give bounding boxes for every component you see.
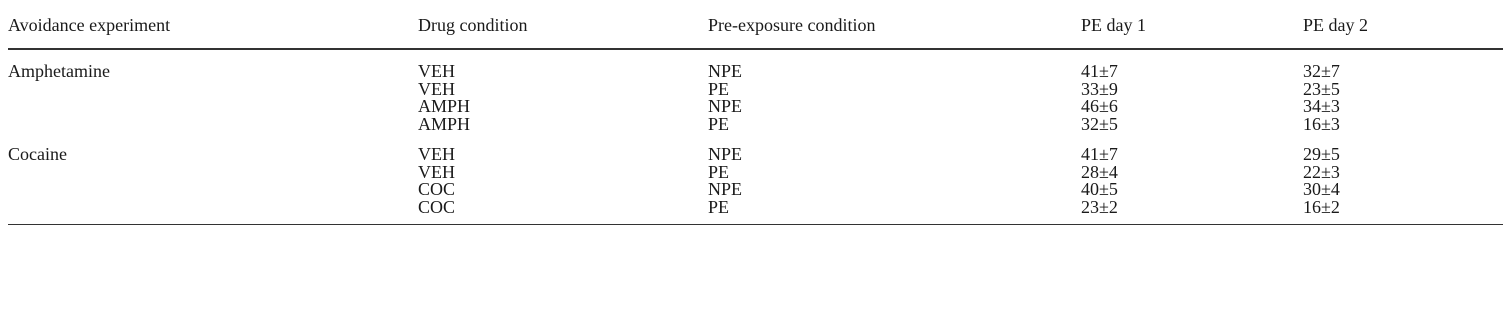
preexposure-cell: PE — [708, 113, 730, 134]
pe-day2-cell: 29±5 — [1303, 144, 1340, 164]
drug-cell: COC — [418, 196, 456, 217]
experiment-cell: Cocaine — [8, 144, 67, 164]
table-body — [8, 49, 1503, 224]
data-table-container — [8, 14, 1503, 225]
table-row — [8, 116, 1503, 134]
table-row — [8, 98, 1503, 116]
preexposure-cell: NPE — [708, 179, 743, 199]
table-row — [8, 81, 1503, 99]
drug-cell: COC — [418, 179, 456, 199]
preexposure-cell: NPE — [708, 96, 743, 116]
pe-day1-cell: 41±7 — [1081, 61, 1118, 81]
header-avoidance-experiment: Avoidance experiment — [8, 14, 418, 49]
preexposure-cell: NPE — [708, 61, 743, 81]
drug-cell: VEH — [418, 61, 455, 81]
table-bottom-rule — [8, 224, 1503, 225]
preexposure-cell: PE — [708, 161, 730, 182]
header-pe-day-2: PE day 2 — [1303, 14, 1503, 49]
experiment-cell — [8, 81, 418, 99]
pe-day2-cell: 30±4 — [1303, 179, 1340, 199]
pe-day1-cell: 33±9 — [1081, 78, 1118, 99]
pe-day2-cell: 16±2 — [1303, 196, 1340, 217]
header-preexposure-condition: Pre-exposure condition — [708, 14, 1081, 49]
drug-cell: VEH — [418, 144, 455, 164]
drug-cell: AMPH — [418, 96, 471, 116]
experiment-cell — [8, 199, 418, 225]
pe-day2-cell: 22±3 — [1303, 161, 1340, 182]
data-table — [8, 14, 1503, 224]
preexposure-cell: NPE — [708, 144, 743, 164]
pe-day1-cell: 40±5 — [1081, 179, 1118, 199]
experiment-cell — [8, 98, 418, 116]
table-row — [8, 49, 1503, 81]
header-row — [8, 14, 1503, 49]
pe-day2-cell: 34±3 — [1303, 96, 1340, 116]
table-row — [8, 164, 1503, 182]
pe-day1-cell: 28±4 — [1081, 161, 1118, 182]
pe-day1-cell: 41±7 — [1081, 144, 1118, 164]
header-pe-day-1: PE day 1 — [1081, 14, 1303, 49]
pe-day1-cell: 46±6 — [1081, 96, 1118, 116]
pe-day2-cell: 32±7 — [1303, 61, 1340, 81]
pe-day2-cell: 23±5 — [1303, 78, 1340, 99]
table-row — [8, 133, 1503, 164]
preexposure-cell: PE — [708, 78, 730, 99]
experiment-cell — [8, 181, 418, 199]
header-drug-condition: Drug condition — [418, 14, 708, 49]
drug-cell: VEH — [418, 78, 455, 99]
pe-day1-cell: 32±5 — [1081, 113, 1118, 134]
table-row — [8, 199, 1503, 225]
experiment-cell — [8, 116, 418, 134]
table-header — [8, 14, 1503, 49]
experiment-cell — [8, 164, 418, 182]
pe-day1-cell: 23±2 — [1081, 196, 1118, 217]
table-row — [8, 181, 1503, 199]
pe-day2-cell: 16±3 — [1303, 113, 1340, 134]
drug-cell: AMPH — [418, 113, 471, 134]
experiment-cell: Amphetamine — [8, 61, 110, 81]
drug-cell: VEH — [418, 161, 455, 182]
preexposure-cell: PE — [708, 196, 730, 217]
